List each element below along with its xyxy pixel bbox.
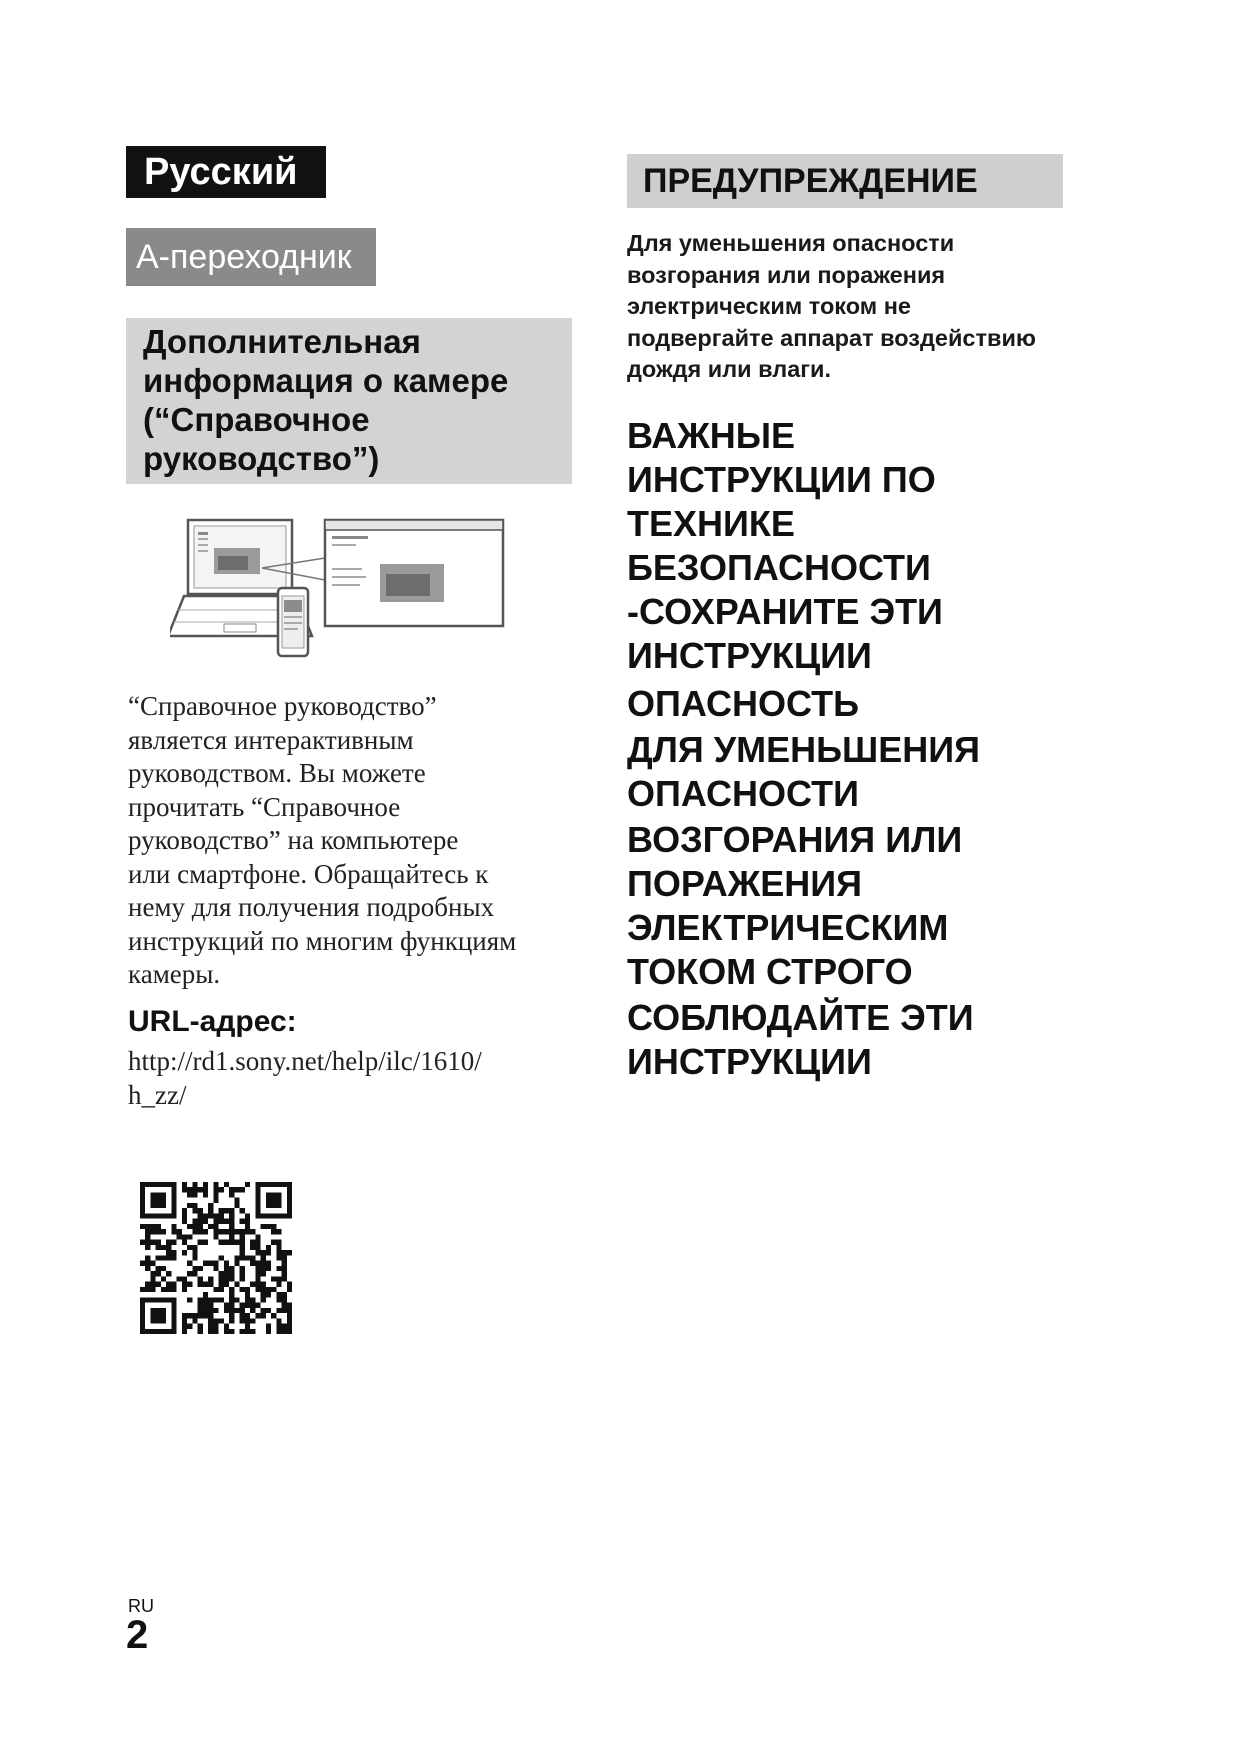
warning-text: Для уменьшения опасности возгорания или поражения электрическим током не подвергайте аппарат воздействию дождя или влаги.: [627, 230, 1036, 382]
laptop-smartphone-illustration: [170, 518, 530, 682]
help-guide-url[interactable]: http://rd1.sony.net/help/ilc/1610/ h_zz/: [128, 1046, 482, 1110]
danger-heading: ОПАСНОСТЬ: [627, 683, 859, 724]
reduce-risk-heading: ДЛЯ УМЕНЬШЕНИЯ ОПАСНОСТИ: [627, 729, 980, 814]
adapter-badge: А-переходник: [126, 228, 376, 286]
follow-instructions-heading: СОБЛЮДАЙТЕ ЭТИ ИНСТРУКЦИИ: [627, 997, 974, 1082]
page-number: 2: [126, 1613, 149, 1657]
qr-code-icon: [140, 1182, 292, 1334]
language-badge: Русский: [126, 146, 326, 198]
warning-header: ПРЕДУПРЕЖДЕНИЕ: [627, 154, 1063, 208]
url-label: URL-адрес:: [128, 1005, 297, 1038]
fire-shock-heading: ВОЗГОРАНИЯ ИЛИ ПОРАЖЕНИЯ ЭЛЕКТРИЧЕСКИМ ТОКОМ СТРОГО: [627, 819, 963, 992]
page-language-code: RU: [128, 1596, 154, 1616]
help-guide-title-box: Дополнительная информация о камере (“Справочное руководство”): [126, 318, 572, 484]
important-safety-heading: ВАЖНЫЕ ИНСТРУКЦИИ ПО ТЕХНИКЕ БЕЗОПАСНОСТИ -СОХРАНИТЕ ЭТИ ИНСТРУКЦИИ: [627, 415, 943, 676]
help-guide-description: “Справочное руководство” является интерактивным руководством. Вы можете прочитать “Справочное руководство” на компьютере или смартфоне. Обращайтесь к нему для получения подробных инструкций по многим функциям камеры.: [128, 691, 517, 989]
